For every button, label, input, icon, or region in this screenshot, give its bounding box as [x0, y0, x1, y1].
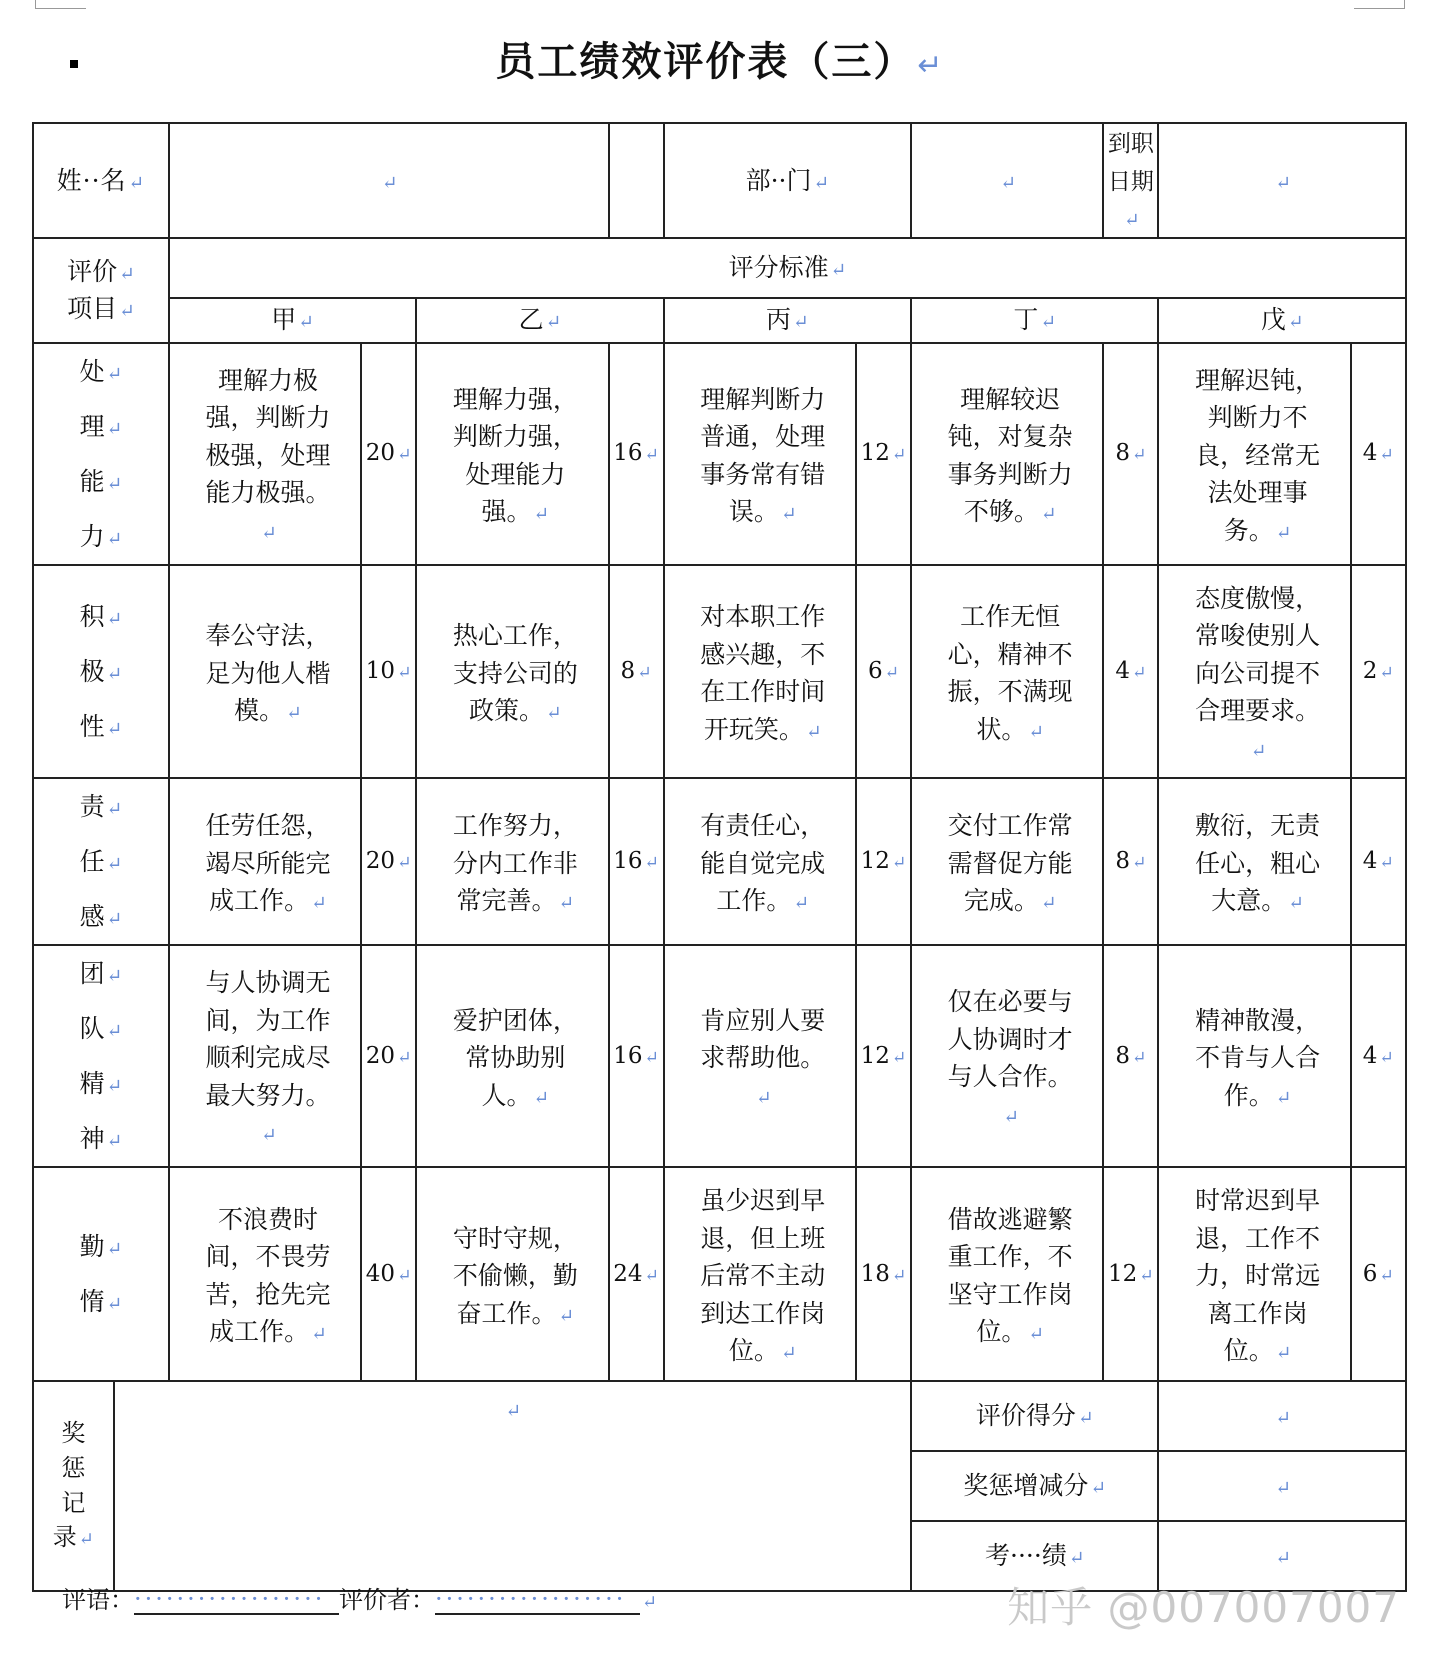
watermark: 知乎 @007007007 — [1007, 1583, 1400, 1632]
criteria-description: 工作努力，分内工作非常完善。 ↵ — [416, 778, 608, 945]
criteria-score: 6 ↵ — [856, 565, 911, 779]
criteria-score: 24 ↵ — [609, 1167, 664, 1381]
criteria-description: 爱护团体，常协助别人。 ↵ — [416, 945, 608, 1167]
criteria-description: 借故逃避繁重工作，不坚守工作岗位。 ↵ — [911, 1167, 1103, 1381]
eval-item-cell — [33, 565, 169, 779]
criteria-score: 16 ↵ — [609, 343, 664, 565]
criteria-score: 16 ↵ — [609, 945, 664, 1167]
criteria-row — [33, 778, 1406, 945]
criteria-row — [33, 945, 1406, 1167]
eval-item-char: 责 — [79, 792, 105, 821]
eval-item-char: 能 — [79, 466, 105, 496]
criteria-description: 有责任心，能自觉完成工作。 ↵ — [664, 778, 856, 945]
result-label: 考····绩 ↵ — [911, 1521, 1158, 1591]
criteria-description: 不浪费时间，不畏劳苦，抢先完成工作。 ↵ — [169, 1167, 361, 1381]
eval-item-char: 勤 — [79, 1231, 105, 1261]
criteria-description: 理解较迟钝，对复杂事务判断力不够。 ↵ — [911, 343, 1103, 565]
reward-record-label: 奖 惩 记 录 ↵ — [33, 1381, 114, 1591]
evaluator-label: 评价者： — [339, 1586, 435, 1614]
criteria-score: 8 ↵ — [1103, 778, 1158, 945]
criteria-header: 评分标准 ↵ — [169, 238, 1406, 298]
eval-item-char: 感 — [79, 902, 105, 931]
criteria-description: 精神散漫，不肯与人合作。 ↵ — [1158, 945, 1350, 1167]
criteria-score: 20 ↵ — [361, 343, 416, 565]
criteria-description: 理解力极强，判断力极强，处理能力极强。 ↵ — [169, 343, 361, 565]
grade-header-jia: 甲 ↵ — [169, 298, 416, 343]
name-field[interactable] — [169, 123, 609, 238]
criteria-description: 肯应别人要求帮助他。 ↵ — [664, 945, 856, 1167]
criteria-score: 40 ↵ — [361, 1167, 416, 1381]
criteria-description: 任劳任怨，竭尽所能完成工作。 ↵ — [169, 778, 361, 945]
criteria-row — [33, 343, 1406, 565]
criteria-description: 理解力强，判断力强，处理能力强。 ↵ — [416, 343, 608, 565]
eval-item-char: 力 — [79, 521, 105, 551]
eval-item-char: 团 — [79, 959, 105, 988]
criteria-description: 理解判断力普通，处理事务常有错误。 ↵ — [664, 343, 856, 565]
criteria-score: 12 ↵ — [1103, 1167, 1158, 1381]
criteria-score: 4 ↵ — [1103, 565, 1158, 779]
criteria-score: 8 ↵ — [1103, 343, 1158, 565]
criteria-score: 12 ↵ — [856, 778, 911, 945]
criteria-description: 敷衍，无责任心，粗心大意。 ↵ — [1158, 778, 1350, 945]
evaluator-field[interactable]: ·················· — [435, 1585, 640, 1615]
criteria-score: 8 ↵ — [1103, 945, 1158, 1167]
eval-item-char: 队 — [79, 1014, 105, 1043]
criteria-score: 8 ↵ — [609, 565, 664, 779]
criteria-description: 理解迟钝，判断力不良，经常无法处理事务。 ↵ — [1158, 343, 1350, 565]
criteria-score: 20 ↵ — [361, 778, 416, 945]
criteria-score: 16 ↵ — [609, 778, 664, 945]
page-corner-mark-left — [35, 0, 86, 9]
adjust-score-label: 奖惩增减分 ↵ — [911, 1451, 1158, 1521]
eval-item-char: 理 — [79, 411, 105, 441]
criteria-description: 工作无恒心，精神不振，不满现状。 ↵ — [911, 565, 1103, 779]
eval-score-field[interactable] — [1158, 1381, 1406, 1451]
criteria-score: 4 ↵ — [1351, 945, 1406, 1167]
eval-item-cell — [33, 343, 169, 565]
dept-field[interactable] — [911, 123, 1103, 238]
footer-signature-line — [62, 1580, 657, 1615]
eval-item-cell — [33, 778, 169, 945]
eval-item-char: 极 — [79, 656, 105, 686]
eval-item-cell — [33, 1167, 169, 1381]
date-label-cell: 到职日期 ↵ — [1103, 123, 1158, 238]
adjust-score-field[interactable] — [1158, 1451, 1406, 1521]
criteria-score: 2 ↵ — [1351, 565, 1406, 779]
eval-item-char: 处 — [79, 356, 105, 386]
eval-item-char: 神 — [79, 1124, 105, 1153]
page-title: 员工绩效评价表（三） ↵ — [0, 30, 1440, 87]
criteria-description: 奉公守法，足为他人楷模。 ↵ — [169, 565, 361, 779]
criteria-score: 20 ↵ — [361, 945, 416, 1167]
eval-score-label: 评价得分 ↵ — [911, 1381, 1158, 1451]
criteria-score: 6 ↵ — [1351, 1167, 1406, 1381]
criteria-description: 守时守规，不偷懒，勤奋工作。 ↵ — [416, 1167, 608, 1381]
criteria-description: 仅在必要与人协调时才与人合作。 ↵ — [911, 945, 1103, 1167]
grade-header-yi: 乙 ↵ — [416, 298, 663, 343]
page-corner-mark-right — [1354, 0, 1405, 9]
eval-item-header: 评价 ↵ 项目 ↵ — [33, 238, 169, 343]
dept-label-and-field: 部··门 ↵ — [664, 123, 911, 238]
evaluation-table — [32, 122, 1407, 1592]
criteria-description: 时常迟到早退，工作不力，时常远离工作岗位。 ↵ — [1158, 1167, 1350, 1381]
criteria-score: 4 ↵ — [1351, 778, 1406, 945]
criteria-row — [33, 1167, 1406, 1381]
criteria-score: 12 ↵ — [856, 343, 911, 565]
eval-item-char: 精 — [79, 1069, 105, 1098]
grade-header-wu: 戊 ↵ — [1158, 298, 1406, 343]
criteria-description: 对本职工作感兴趣，不在工作时间开玩笑。 ↵ — [664, 565, 856, 779]
eval-item-char: 积 — [79, 601, 105, 631]
eval-item-cell — [33, 945, 169, 1167]
grade-header-ding: 丁 ↵ — [911, 298, 1158, 343]
criteria-description: 与人协调无间，为工作顺利完成尽最大努力。 ↵ — [169, 945, 361, 1167]
comment-field[interactable]: ·················· — [134, 1585, 339, 1615]
criteria-row — [33, 565, 1406, 779]
dept-label-cell — [609, 123, 664, 238]
reward-record-field[interactable] — [114, 1381, 911, 1591]
eval-item-char: 性 — [79, 711, 105, 741]
eval-item-char: 任 — [79, 847, 105, 876]
criteria-description: 交付工作常需督促方能完成。 ↵ — [911, 778, 1103, 945]
criteria-score: 10 ↵ — [361, 565, 416, 779]
return-mark-icon — [917, 48, 944, 83]
criteria-description: 虽少迟到早退，但上班后常不主动到达工作岗位。 ↵ — [664, 1167, 856, 1381]
criteria-score: 12 ↵ — [856, 945, 911, 1167]
start-date-field[interactable] — [1158, 123, 1406, 238]
criteria-score: 18 ↵ — [856, 1167, 911, 1381]
name-label-cell: 姓··名 ↵ — [33, 123, 169, 238]
criteria-score: 4 ↵ — [1351, 343, 1406, 565]
criteria-description: 态度傲慢，常唆使别人向公司提不合理要求。 ↵ — [1158, 565, 1350, 779]
grade-header-bing: 丙 ↵ — [664, 298, 911, 343]
criteria-description: 热心工作，支持公司的政策。 ↵ — [416, 565, 608, 779]
comment-label: 评语： — [62, 1586, 134, 1614]
eval-item-char: 惰 — [79, 1286, 105, 1316]
